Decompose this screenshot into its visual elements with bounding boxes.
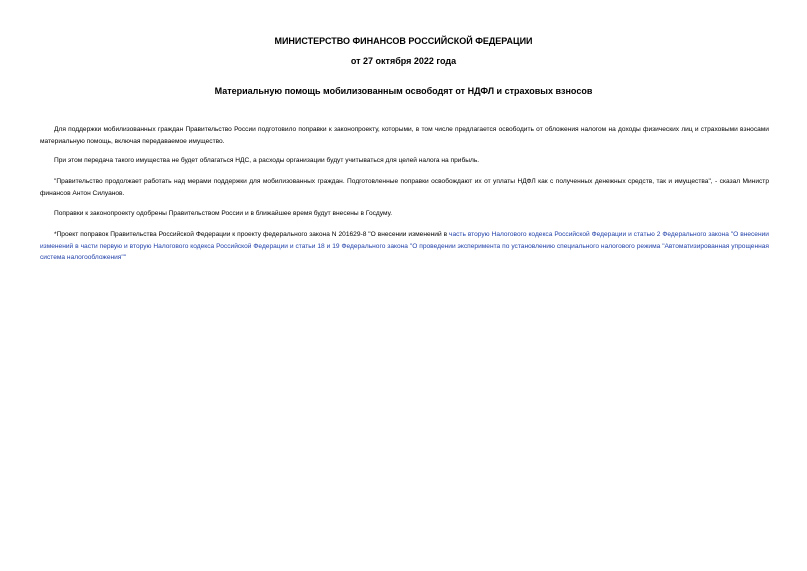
document-date: от 27 октября 2022 года bbox=[350, 56, 457, 66]
footnote-prefix: *Проект поправок Правительства Российской Федерации к проекту федерального закона N 201629-8 "О внесении изменений в bbox=[54, 231, 450, 238]
ministry-heading: МИНИСТЕРСТВО ФИНАНСОВ РОССИЙСКОЙ ФЕДЕРАЦИИ bbox=[274, 36, 533, 46]
paragraph-vat: При этом передача такого имущества не будет облагаться НДС, а расходы организации будут учитываться для целей налога на прибыль. bbox=[54, 157, 480, 164]
document-title: Материальную помощь мобилизованным освободят от НДФЛ и страховых взносов bbox=[214, 86, 593, 96]
paragraph-support-measures: Для поддержки мобилизованных граждан Правительство России подготовило поправки к законопроекту, которыми, в том числе предлагается освободить от обложения налогом на доходы физических лиц и страховыми взносами материальную помощь, включая передаваемое имущество. bbox=[40, 126, 769, 145]
footnote bbox=[40, 229, 769, 264]
paragraph-minister-quote: "Правительство продолжает работать над мерами поддержки для мобилизованных граждан. Подготовленные поправки освобождают их от уплаты НДФЛ как с полученных денежных средств, так и имущества", - сказал Министр финансов Антон Силуанов. bbox=[40, 178, 769, 197]
paragraph-approval: Поправки к законопроекту одобрены Правительством России и в ближайшее время будут внесены в Госдуму. bbox=[54, 210, 393, 217]
tax-code-link[interactable]: часть вторую Налогового кодекса Российской Федерации и статью 2 Федерального закона "О внесении изменений в части первую и вторую Налогового кодекса Российской Федерации и статьи 18 и 19 Федерального закона "О проведении эксперимента по установлению специального налогового режима "Автоматизированная упрощенная система налогообложения"" bbox=[40, 231, 769, 261]
